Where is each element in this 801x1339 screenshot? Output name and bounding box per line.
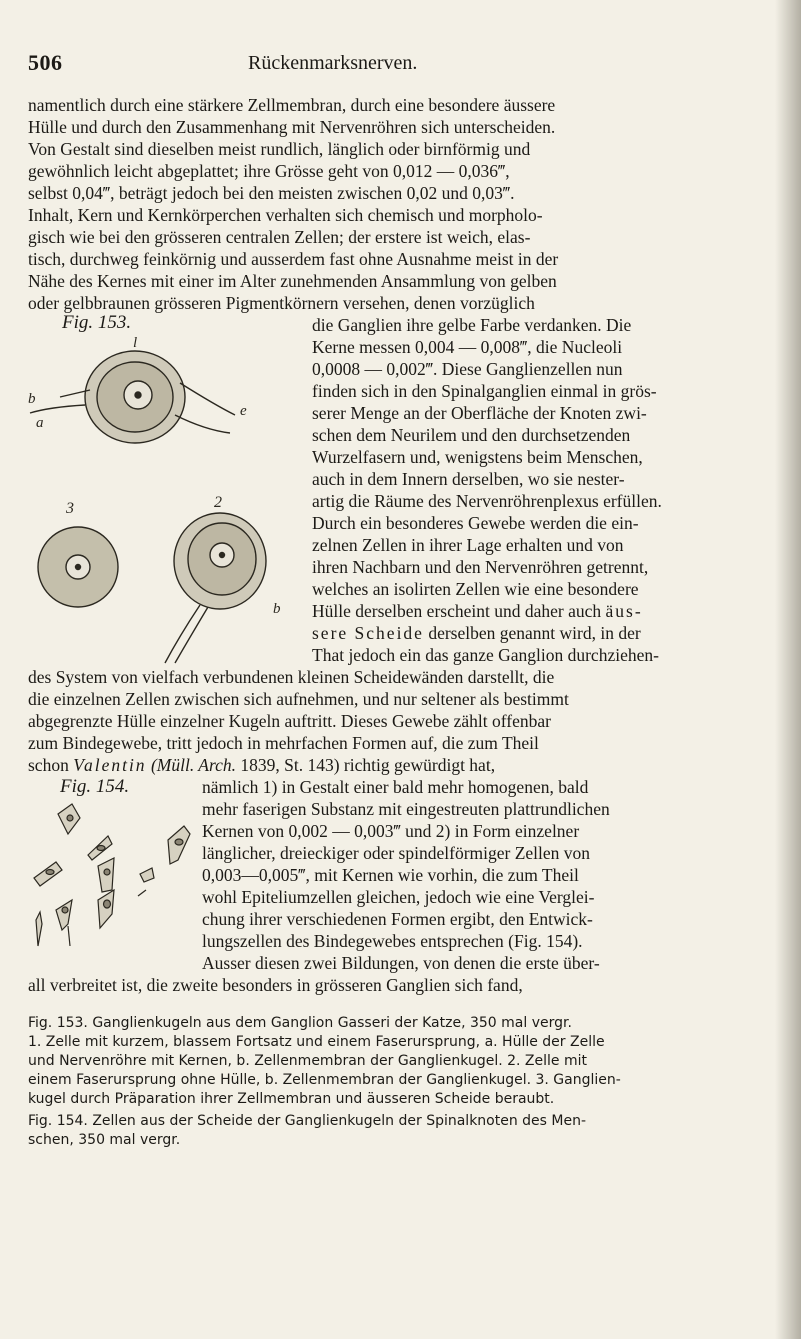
- text-line: lungszellen des Bindegewebes entsprechen (Fig. 154).: [202, 931, 583, 951]
- text-line: Kernen von 0,002 — 0,003‴ und 2) in Form einzelner: [202, 821, 580, 841]
- text-line: all verbreitet ist, die zweite besonders in grösseren Ganglien sich fand,: [28, 975, 523, 995]
- fig153-number-2: 2: [214, 494, 222, 511]
- text-line: Wurzelfasern und, wenigstens beim Menschen,: [312, 447, 643, 467]
- text-line: die Ganglien ihre gelbe Farbe verdanken. Die: [312, 315, 632, 335]
- text-line: serer Menge an der Oberfläche der Knoten zwi-: [312, 403, 647, 423]
- text-line: tisch, durchweg feinkörnig und ausserdem fast ohne Ausnahme meist in der: [28, 249, 559, 269]
- page-edge-shadow: [775, 0, 801, 1339]
- text-line: wohl Epiteliumzellen gleichen, jedoch wie eine Verglei-: [202, 887, 595, 907]
- fig153-letter-b2: b: [273, 601, 281, 617]
- text-line: Inhalt, Kern und Kernkörperchen verhalten sich chemisch und morpholo-: [28, 205, 543, 225]
- text-line: Durch ein besonderes Gewebe werden die ein-: [312, 513, 639, 533]
- text-line-spaced: Hülle derselben erscheint und daher auch äus-: [312, 601, 643, 621]
- text-line: finden sich in den Spinalganglien einmal in grös-: [312, 381, 657, 401]
- text-line: länglicher, dreieckiger oder spindelförmiger Zellen von: [202, 843, 591, 863]
- page-number: 506: [28, 50, 63, 75]
- text-line: gewöhnlich leicht abgeplattet; ihre Grösse geht von 0,012 — 0,036‴,: [28, 161, 510, 181]
- text-line: die einzelnen Zellen zwischen sich aufnehmen, und nur seltener als bestimmt: [28, 689, 569, 709]
- text-line: nämlich 1) in Gestalt einer bald mehr homogenen, bald: [202, 777, 589, 797]
- figure-153-illustration: [30, 335, 312, 665]
- text-line: zelnen Zellen in ihrer Lage erhalten und von: [312, 535, 624, 555]
- text-line: selbst 0,04‴, beträgt jedoch bei den meisten zwischen 0,02 und 0,03‴.: [28, 183, 515, 203]
- text-line: des System von vielfach verbundenen kleinen Scheidewänden darstellt, die: [28, 667, 555, 687]
- caption-line: kugel durch Präparation ihrer Zellmembran und äusseren Scheide beraubt.: [28, 1091, 555, 1107]
- caption-line: Fig. 154. Zellen aus der Scheide der Ganglienkugeln der Spinalknoten des Men-: [28, 1113, 587, 1129]
- caption-line: 1. Zelle mit kurzem, blassem Fortsatz und einem Faserursprung, a. Hülle der Zelle: [28, 1034, 605, 1050]
- page-header: [28, 50, 768, 80]
- running-head: Rückenmarksnerven.: [248, 52, 418, 74]
- fig153-number-3: 3: [66, 500, 74, 517]
- caption-line: und Nervenröhre mit Kernen, b. Zellenmembran der Ganglienkugel. 2. Zelle mit: [28, 1053, 587, 1069]
- text-line: mehr faserigen Substanz mit eingestreuten plattrundlichen: [202, 799, 610, 819]
- caption-line: schen, 350 mal vergr.: [28, 1132, 181, 1148]
- text-line: 0,003—0,005‴, mit Kernen wie vorhin, die zum Theil: [202, 865, 579, 885]
- fig153-letter-a: a: [36, 415, 44, 431]
- citation-line: schon Valentin (Müll. Arch. 1839, St. 143) richtig gewürdigt hat,: [28, 755, 496, 775]
- text-line: Kerne messen 0,004 — 0,008‴, die Nucleoli: [312, 337, 623, 357]
- figure-153-label: Fig. 153.: [62, 312, 132, 333]
- text-line: zum Bindegewebe, tritt jedoch in mehrfachen Formen auf, die zum Theil: [28, 733, 539, 753]
- text-line: That jedoch ein das ganze Ganglion durchziehen-: [312, 645, 659, 665]
- text-line: chung ihrer verschiedenen Formen ergibt, den Entwick-: [202, 909, 593, 929]
- caption-line: Fig. 153. Ganglienkugeln aus dem Ganglion Gasseri der Katze, 350 mal vergr.: [28, 1015, 572, 1031]
- text-line: 0,0008 — 0,002‴. Diese Ganglienzellen nun: [312, 359, 623, 379]
- fig153-letter-e: e: [240, 403, 247, 419]
- text-line: Nähe des Kernes mit einer im Alter zunehmenden Ansammlung von gelben: [28, 271, 557, 291]
- text-line: oder gelbbraunen grösseren Pigmentkörnern versehen, denen vorzüglich: [28, 293, 535, 313]
- text-line: schen dem Neurilem und den durchsetzenden: [312, 425, 631, 445]
- fig153-letter-b: b: [28, 391, 36, 407]
- figure-154-illustration: [28, 800, 208, 948]
- text-line: Von Gestalt sind dieselben meist rundlich, länglich oder birnförmig und: [28, 139, 531, 159]
- text-line: Ausser diesen zwei Bildungen, von denen die erste über-: [202, 953, 600, 973]
- text-line: auch in dem Innern derselben, wo sie nester-: [312, 469, 625, 489]
- text-line-spaced: sere Scheide derselben genannt wird, in der: [312, 623, 641, 643]
- text-line: Hülle und durch den Zusammenhang mit Nervenröhren sich unterscheiden.: [28, 117, 556, 137]
- text-line: welches an isolirten Zellen wie eine besondere: [312, 579, 639, 599]
- text-line: namentlich durch eine stärkere Zellmembran, durch eine besondere äussere: [28, 95, 556, 115]
- fig153-letter-l: l: [133, 335, 138, 351]
- caption-line: einem Faserursprung ohne Hülle, b. Zellenmembran der Ganglienkugel. 3. Ganglien-: [28, 1072, 621, 1088]
- text-line: gisch wie bei den grösseren centralen Zellen; der erstere ist weich, elas-: [28, 227, 531, 247]
- text-line: abgegrenzte Hülle einzelner Kugeln auftritt. Dieses Gewebe zählt offenbar: [28, 711, 551, 731]
- text-line: ihren Nachbarn und den Nervenröhren getrennt,: [312, 557, 649, 577]
- text-line: artig die Räume des Nervenröhrenplexus erfüllen.: [312, 491, 662, 511]
- figure-154-label: Fig. 154.: [60, 776, 130, 797]
